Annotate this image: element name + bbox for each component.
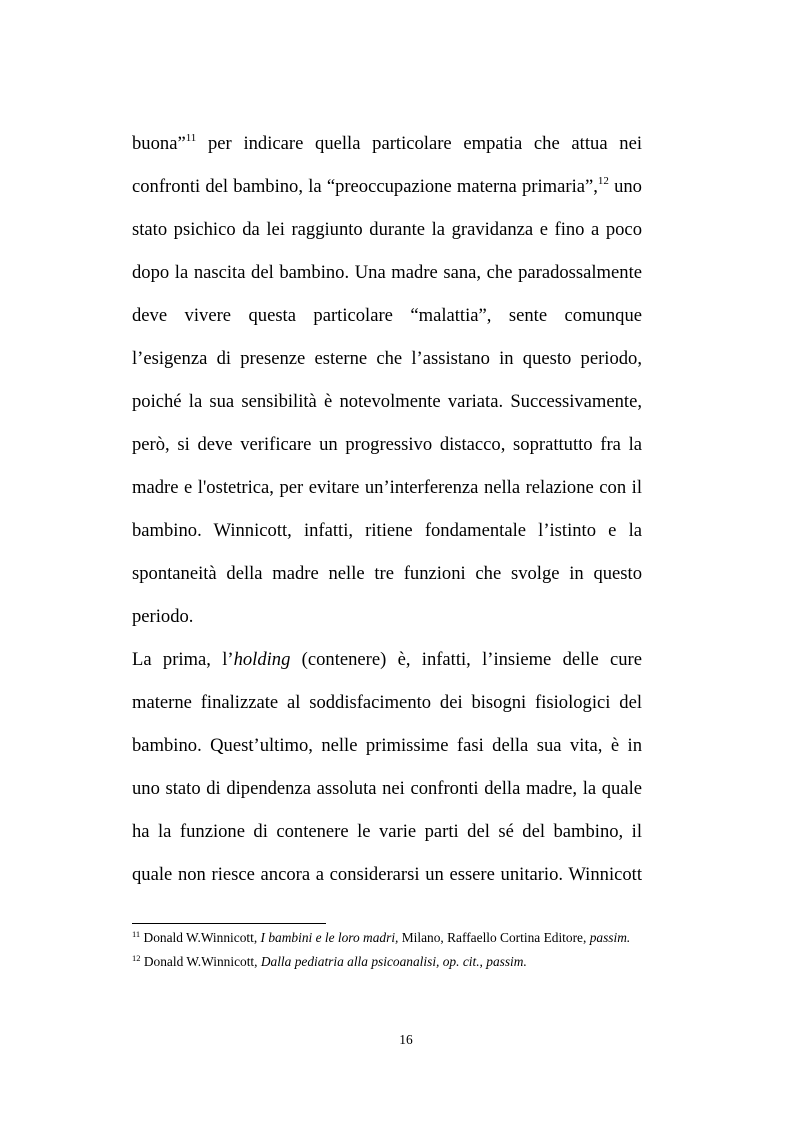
text-line: però, si deve verificare un progressivo distacco, soprattutto fra la bbox=[132, 434, 642, 455]
text-line: spontaneità della madre nelle tre funzioni che svolge in questo bbox=[132, 563, 642, 584]
text-line: stato psichico da lei raggiunto durante la gravidanza e fino a poco bbox=[132, 219, 642, 240]
footnote-separator bbox=[132, 923, 326, 924]
text-line: buona”$^{11}$ per indicare quella particolare empatia che attua nei bbox=[132, 132, 642, 154]
text-line: quale non riesce ancora a considerarsi un essere unitario. Winnicott bbox=[132, 864, 642, 885]
text-line: confronti del bambino, la “preoccupazione materna primaria”,$^{12}$ uno bbox=[132, 175, 642, 197]
text-line: deve vivere questa particolare “malattia”, sente comunque bbox=[132, 305, 642, 326]
text-line: materne finalizzate al soddisfacimento dei bisogni fisiologici del bbox=[132, 692, 642, 713]
text-line: bambino. Quest’ultimo, nelle primissime fasi della sua vita, è in bbox=[132, 735, 642, 756]
footnote-ref: 12 bbox=[597, 175, 609, 187]
text-line: uno stato di dipendenza assoluta nei confronti della madre, la quale bbox=[132, 778, 642, 799]
text-line: ha la funzione di contenere le varie parti del sé del bambino, il bbox=[132, 821, 642, 842]
text-line: bambino. Winnicott, infatti, ritiene fondamentale l’istinto e la bbox=[132, 520, 642, 541]
text-line: madre e l'ostetrica, per evitare un’interferenza nella relazione con il bbox=[132, 477, 642, 498]
text-line: poiché la sua sensibilità è notevolmente variata. Successivamente, bbox=[132, 391, 642, 412]
page-number: 16 bbox=[399, 1032, 413, 1047]
footnote-11: $^{11}$ Donald W.Winnicott, I bambini e le loro madri, Milano, Raffaello Cortina Editore, passim. bbox=[132, 929, 631, 945]
footnote-12: $^{12}$ Donald W.Winnicott, Dalla pediatria alla psicoanalisi, op. cit., passim. bbox=[132, 953, 527, 969]
text-line: La prima, l’holding (contenere) è, infatti, l’insieme delle cure bbox=[132, 649, 642, 670]
text-line: l’esigenza di presenze esterne che l’assistano in questo periodo, bbox=[132, 348, 642, 369]
footnote-ref: 11 bbox=[185, 132, 197, 144]
text-line: dopo la nascita del bambino. Una madre sana, che paradossalmente bbox=[132, 262, 642, 283]
text-line: periodo. bbox=[132, 606, 194, 627]
